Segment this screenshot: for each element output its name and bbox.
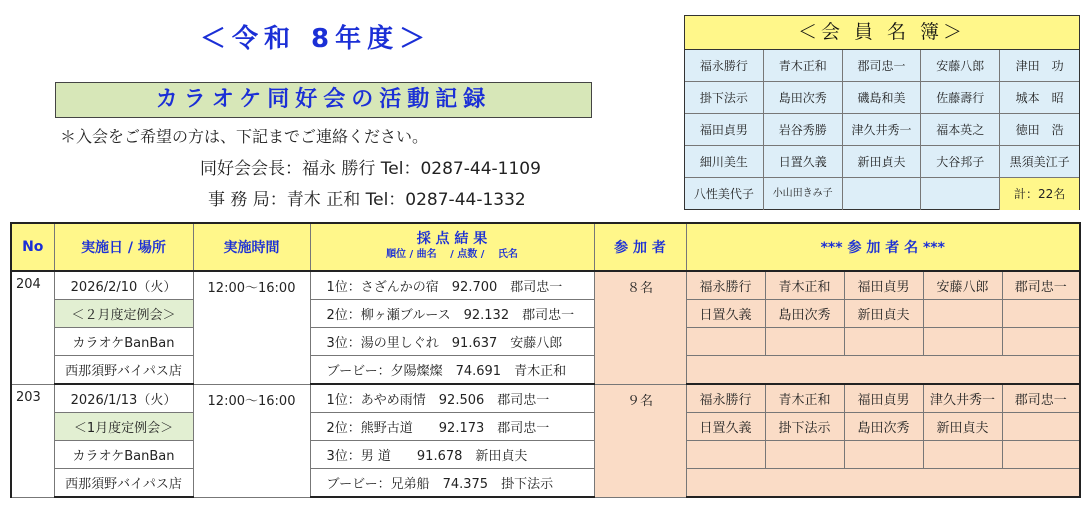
participant-name: 島田次秀 bbox=[765, 300, 844, 328]
year-title: ＜令和 8年度＞ bbox=[200, 24, 432, 54]
participant-name: 安藤八郎 bbox=[923, 271, 1002, 300]
roster-member: 島田次秀 bbox=[764, 82, 843, 114]
roster-member: 小山田きみ子 bbox=[764, 178, 843, 210]
header-score-title: 採 点 結 果 bbox=[416, 231, 488, 247]
record-venue: カラオケBanBan bbox=[54, 441, 193, 469]
table-row bbox=[11, 413, 1080, 441]
participant-name: 新田貞夫 bbox=[844, 300, 923, 328]
roster-member: 徳田 浩 bbox=[1000, 114, 1079, 146]
participant-name: 福永勝行 bbox=[686, 271, 765, 300]
header-score bbox=[310, 223, 594, 271]
roster-member: 福田貞男 bbox=[685, 114, 764, 146]
roster-member: 津久井秀一 bbox=[843, 114, 922, 146]
result-rank: 3位：男 道 91.678 新田貞夫 bbox=[310, 441, 594, 469]
result-rank: 2位：柳ヶ瀬ブルース 92.132 郡司忠一 bbox=[310, 300, 594, 328]
header-time: 実施時間 bbox=[193, 223, 310, 271]
header-no: No bbox=[11, 223, 54, 271]
participant-empty bbox=[686, 469, 1080, 498]
activity-table bbox=[10, 222, 1081, 498]
record-time: 12:00～16:00 bbox=[193, 384, 310, 497]
result-rank: ブービー：夕陽燦燦 74.691 青木正和 bbox=[310, 356, 594, 385]
roster-total: 計：22名 bbox=[1000, 178, 1079, 210]
record-venue: カラオケBanBan bbox=[54, 328, 193, 356]
roster-member: 日置久義 bbox=[764, 146, 843, 178]
roster-member: 佐藤壽行 bbox=[921, 82, 1000, 114]
record-event: ＜２月度定例会＞ bbox=[54, 300, 193, 328]
roster-member: 八性美代子 bbox=[685, 178, 764, 210]
roster-member: 細川美生 bbox=[685, 146, 764, 178]
participant-empty bbox=[686, 356, 1080, 385]
participant-name: 新田貞夫 bbox=[923, 413, 1002, 441]
result-rank: 1位：さざんかの宿 92.700 郡司忠一 bbox=[310, 271, 594, 300]
participant-name bbox=[923, 300, 1002, 328]
participant-name: 郡司忠一 bbox=[1002, 384, 1080, 413]
participant-name: 青木正和 bbox=[765, 384, 844, 413]
record-date: 2026/2/10（火） bbox=[54, 271, 193, 300]
record-event: ＜1月度定例会＞ bbox=[54, 413, 193, 441]
table-row bbox=[11, 469, 1080, 498]
participant-name bbox=[844, 441, 923, 469]
participant-name: 青木正和 bbox=[765, 271, 844, 300]
record-branch: 西那須野バイパス店 bbox=[54, 356, 193, 385]
record-date: 2026/1/13（火） bbox=[54, 384, 193, 413]
participant-name bbox=[844, 328, 923, 356]
table-row bbox=[11, 300, 1080, 328]
header-date-venue: 実施日 / 場所 bbox=[54, 223, 193, 271]
participant-name: 福田貞男 bbox=[844, 271, 923, 300]
roster-member: 黒須美江子 bbox=[1000, 146, 1079, 178]
roster-member: 掛下法示 bbox=[685, 82, 764, 114]
roster-member: 福本英之 bbox=[921, 114, 1000, 146]
roster-grid bbox=[685, 50, 1079, 210]
participant-name: 島田次秀 bbox=[844, 413, 923, 441]
participant-name bbox=[923, 328, 1002, 356]
participant-name bbox=[765, 441, 844, 469]
record-no: 203 bbox=[11, 384, 54, 497]
roster-empty-cell bbox=[843, 178, 922, 210]
office-contact: 事 務 局：青木 正和 Tel：0287-44-1332 bbox=[208, 190, 526, 210]
header-count: 参 加 者 bbox=[594, 223, 686, 271]
roster-member: 青木正和 bbox=[764, 50, 843, 82]
table-row bbox=[11, 356, 1080, 385]
participant-name: 掛下法示 bbox=[765, 413, 844, 441]
member-roster bbox=[684, 15, 1080, 210]
participant-name bbox=[923, 441, 1002, 469]
result-rank: 3位：湯の里しぐれ 91.637 安藤八郎 bbox=[310, 328, 594, 356]
table-row bbox=[11, 441, 1080, 469]
roster-member: 津田 功 bbox=[1000, 50, 1079, 82]
header-score-subtitle: 順位 / 曲名 / 点数 / 氏名 bbox=[386, 249, 518, 260]
record-no: 204 bbox=[11, 271, 54, 384]
participant-name: 津久井秀一 bbox=[923, 384, 1002, 413]
table-row bbox=[11, 271, 1080, 300]
participant-name bbox=[1002, 328, 1080, 356]
participant-name: 郡司忠一 bbox=[1002, 271, 1080, 300]
header-participants: *** 参 加 者 名 *** bbox=[686, 223, 1080, 271]
participant-count: ９名 bbox=[594, 384, 686, 497]
table-header-row bbox=[11, 223, 1080, 271]
table-row bbox=[11, 384, 1080, 413]
participant-name bbox=[686, 328, 765, 356]
contact-note: ＊入会をご希望の方は、下記までご連絡ください。 bbox=[60, 127, 429, 146]
participant-name: 日置久義 bbox=[686, 413, 765, 441]
roster-member: 岩谷秀勝 bbox=[764, 114, 843, 146]
roster-member: 城本 昭 bbox=[1000, 82, 1079, 114]
club-title: カラオケ同好会の活動記録 bbox=[155, 87, 492, 112]
club-title-banner bbox=[55, 82, 592, 118]
participant-name bbox=[1002, 413, 1080, 441]
participant-name bbox=[1002, 441, 1080, 469]
roster-title: ＜会 員 名 簿＞ bbox=[685, 16, 1079, 50]
roster-member: 福永勝行 bbox=[685, 50, 764, 82]
roster-member: 新田貞夫 bbox=[843, 146, 922, 178]
participant-name: 福永勝行 bbox=[686, 384, 765, 413]
chairman-contact: 同好会会長：福永 勝行 Tel：0287-44-1109 bbox=[200, 159, 541, 179]
participant-name bbox=[765, 328, 844, 356]
roster-member: 大谷邦子 bbox=[921, 146, 1000, 178]
roster-member: 郡司忠一 bbox=[843, 50, 922, 82]
participant-name bbox=[1002, 300, 1080, 328]
record-branch: 西那須野バイパス店 bbox=[54, 469, 193, 498]
roster-member: 磯島和美 bbox=[843, 82, 922, 114]
participant-name: 福田貞男 bbox=[844, 384, 923, 413]
roster-member: 安藤八郎 bbox=[921, 50, 1000, 82]
table-row bbox=[11, 328, 1080, 356]
result-rank: 2位：熊野古道 92.173 郡司忠一 bbox=[310, 413, 594, 441]
roster-empty-cell bbox=[921, 178, 1000, 210]
result-rank: 1位：あやめ雨情 92.506 郡司忠一 bbox=[310, 384, 594, 413]
participant-name: 日置久義 bbox=[686, 300, 765, 328]
result-rank: ブービー：兄弟船 74.375 掛下法示 bbox=[310, 469, 594, 498]
participant-name bbox=[686, 441, 765, 469]
participant-count: ８名 bbox=[594, 271, 686, 384]
record-time: 12:00～16:00 bbox=[193, 271, 310, 384]
